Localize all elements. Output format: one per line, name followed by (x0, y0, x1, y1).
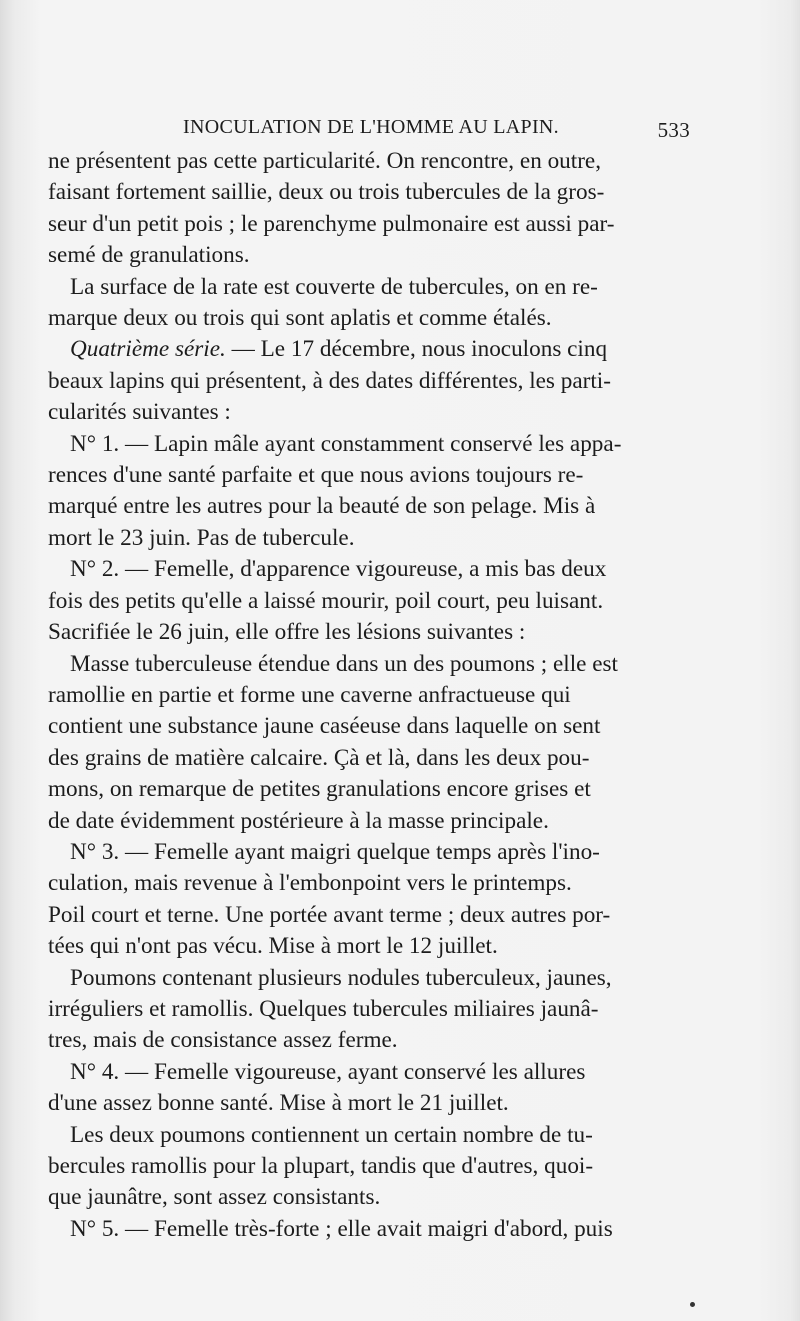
body-text (48, 146, 688, 1245)
text-line: Les deux poumons contiennent un certain nombre de tu- (70, 1121, 593, 1148)
text-line: d'une assez bonne santé. Mise à mort le 21 juillet. (48, 1090, 509, 1117)
text-line: Poil court et terne. Une portée avant terme ; deux autres por- (48, 901, 611, 928)
text-line: des grains de matière calcaire. Çà et là, dans les deux pou- (48, 744, 590, 771)
paragraph (48, 334, 688, 428)
text-line: fois des petits qu'elle a laissé mourir, poil court, peu luisant. (48, 587, 604, 614)
text-line: mort le 23 juin. Pas de tubercule. (48, 524, 355, 551)
text-line: cularités suivantes : (48, 399, 231, 426)
text-line: N° 3. — Femelle ayant maigri quelque temps après l'ino- (70, 838, 600, 865)
text-line: marque deux ou trois qui sont aplatis et comme étalés. (48, 305, 552, 332)
paragraph (48, 429, 688, 555)
paragraph (48, 1214, 688, 1245)
text-line: N° 4. — Femelle vigoureuse, ayant conservé les allures (70, 1058, 586, 1085)
text-line: marqué entre les autres pour la beauté de son pelage. Mis à (48, 493, 596, 520)
page-content (48, 112, 688, 1245)
page-number: 533 (657, 118, 690, 142)
text-line: N° 2. — Femelle, d'apparence vigoureuse, a mis bas deux (70, 556, 607, 583)
paragraph (48, 1057, 688, 1120)
paragraph (48, 146, 688, 272)
text-line: de date évidemment postérieure à la masse principale. (48, 807, 549, 834)
ink-speck (690, 1302, 695, 1307)
text-line: mons, on remarque de petites granulations encore grises et (48, 776, 591, 803)
paragraph (48, 1120, 688, 1214)
text-line: tres, mais de consistance assez ferme. (48, 1027, 398, 1054)
text-line: semé de granulations. (48, 242, 250, 269)
text-line: N° 1. — Lapin mâle ayant constamment conservé les appa- (70, 430, 622, 457)
text-line: ramollie en partie et forme une caverne anfractueuse qui (48, 681, 571, 708)
paragraph (48, 963, 688, 1057)
paragraph (48, 272, 688, 335)
paragraph (48, 649, 688, 837)
text-line: seur d'un petit pois ; le parenchyme pulmonaire est aussi par- (48, 210, 615, 237)
text-line: rences d'une santé parfaite et que nous avions toujours re- (48, 462, 584, 489)
paragraph (48, 837, 688, 963)
text-line: culation, mais revenue à l'embonpoint vers le printemps. (48, 870, 572, 897)
text-line: faisant fortement saillie, deux ou trois tubercules de la gros- (48, 179, 605, 206)
text-line: Sacrifiée le 26 juin, elle offre les lésions suivantes : (48, 619, 526, 646)
text-line: Poumons contenant plusieurs nodules tuberculeux, jaunes, (70, 964, 612, 991)
text-line: irréguliers et ramollis. Quelques tubercules miliaires jaunâ- (48, 995, 599, 1022)
paragraph (48, 554, 688, 648)
text-line: contient une substance jaune caséeuse dans laquelle on sent (48, 713, 601, 740)
text-line: ne présentent pas cette particularité. On rencontre, en outre, (48, 148, 602, 174)
series-heading: Quatrième série. (70, 336, 226, 363)
text-line: — Le 17 décembre, nous inoculons cinq (225, 336, 608, 363)
text-line: La surface de la rate est couverte de tubercules, on en re- (70, 273, 598, 300)
text-line: N° 5. — Femelle très-forte ; elle avait maigri d'abord, puis (70, 1215, 613, 1242)
running-title: INOCULATION DE L'HOMME AU LAPIN. (183, 116, 559, 138)
text-line: bercules ramollis pour la plupart, tandis que d'autres, quoi- (48, 1153, 594, 1179)
text-line: que jaunâtre, sont assez consistants. (48, 1184, 381, 1211)
text-line: tées qui n'ont pas vécu. Mise à mort le 12 juillet. (48, 933, 498, 960)
text-line: beaux lapins qui présentent, à des dates différentes, les parti- (48, 367, 611, 394)
running-head (48, 112, 688, 146)
text-line: Masse tuberculeuse étendue dans un des poumons ; elle est (70, 650, 618, 677)
